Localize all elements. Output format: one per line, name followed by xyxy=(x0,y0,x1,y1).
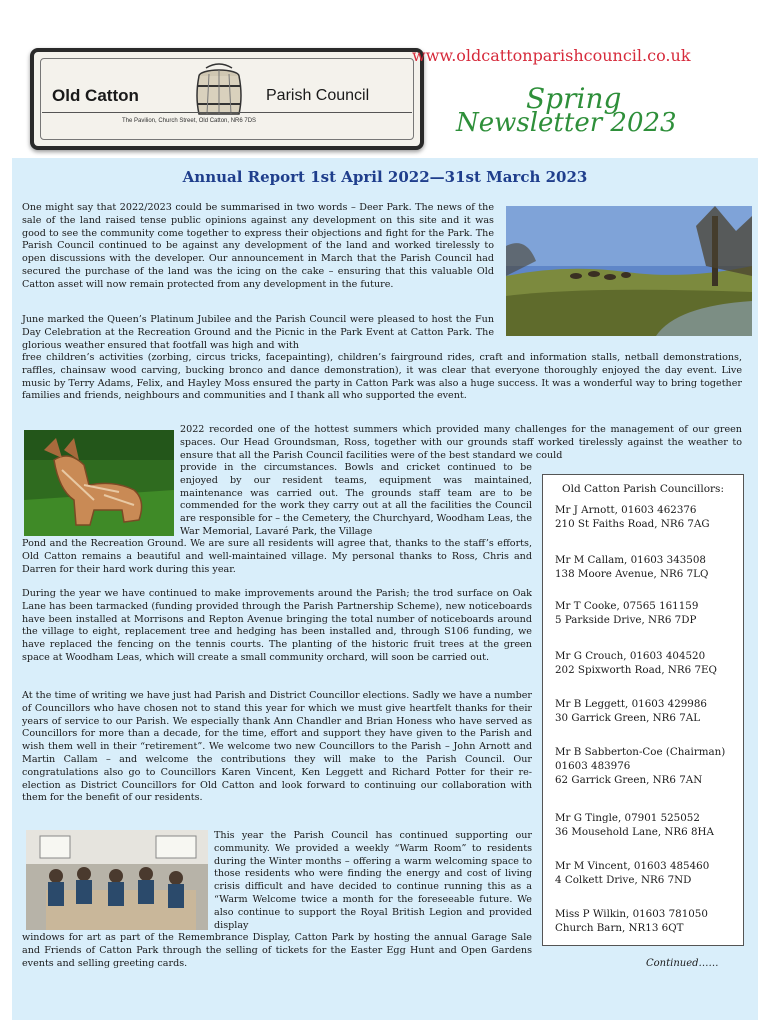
paragraph-deer-park: One might say that 2022/2023 could be summarised in two words – Deer Park. The news of the sale of the land raised tense public opinions against any development on this site and it was good to see the community come together to express their objections and fight for the Park. The Parish Council continued to be against any development of the land and worked tirelessly to open discussions with the developer. Our announcement in March that the Parish Council had secured the purchase of the land was the icing on the cake – ensuring that this valuable Old Catton asset will now remain protected from any development in the future. xyxy=(22,202,494,290)
barrel-emblem-icon xyxy=(186,62,252,122)
parish-council-sign-logo xyxy=(30,48,424,150)
paragraph-jubilee-events: free children’s activities (zorbing, circus tricks, facepainting), children’s fairground rides, craft and information stalls, netball demonstrations, raffles, chainsaw wood carving, bucking bronco and dance demonstration), it was clear that everyone thoroughly enjoyed the day event. Live music by Terry Adams, Felix, and Hayley Moss ensured the party in Catton Park was also a huge success. It was a wonderful way to bring together families and friends, neighbours and communities and I thank all who supported the event. xyxy=(22,352,742,402)
councillors-box xyxy=(542,474,744,946)
season-title: Spring xyxy=(526,82,622,115)
sign-parish-council-text: Parish Council xyxy=(266,87,370,104)
councillor-entry: Mr T Cooke, 07565 161159 5 Parkside Drive, NR6 7DP xyxy=(555,600,699,626)
councillor-entry: Miss P Wilkin, 01603 781050 Church Barn, NR13 6QT xyxy=(555,908,708,934)
councillor-entry: Mr J Arnott, 01603 462376 210 St Faiths Road, NR6 7AG xyxy=(555,504,710,530)
councillor-entry: Mr G Crouch, 01603 404520 202 Spixworth Road, NR6 7EQ xyxy=(555,650,717,676)
councillors-title: Old Catton Parish Councillors: xyxy=(561,483,724,495)
warm-room-photo xyxy=(26,830,208,930)
councillor-entry: Mr B Leggett, 01603 429986 30 Garrick Green, NR6 7AL xyxy=(555,698,707,724)
paragraph-grounds-thanks: Pond and the Recreation Ground. We are sure all residents will agree that, thanks to the staff’s efforts, Old Catton remains a beautiful and well-maintained village. My personal thanks to Ross, Chris and Darren for their hard work during this year. xyxy=(22,538,532,575)
councillor-entry: Mr M Vincent, 01603 485460 4 Colkett Drive, NR6 7ND xyxy=(555,860,710,886)
paragraph-grounds-staff: provide in the circumstances. Bowls and cricket continued to be enjoyed by our resident teams, equipment was maintained, maintenance was carried out. The grounds staff team are to be commended for the work they carry out at all the facilities the Council are responsible for – the Cemetery, the Churchyard, Woodham Leas, the War Memorial, Lavaré Park, the Village xyxy=(180,462,532,537)
paragraph-summer-intro: 2022 recorded one of the hottest summers which provided many challenges for the management of our green spaces. Our Head Groundsman, Ross, together with our grounds staff worked tirelessly against the weather to ensure that all the Parish Council facilities were of the best standard we could xyxy=(180,424,742,461)
continued-label: Continued…… xyxy=(646,958,719,969)
sign-address-text: The Pavilion, Church Street, Old Catton, NR6 7DS xyxy=(122,118,257,124)
councillor-entry: Mr G Tingle, 07901 525052 36 Mousehold Lane, NR6 8HA xyxy=(555,812,714,838)
paragraph-elections: At the time of writing we have just had Parish and District Councillor elections. Sadly we have a number of Councillors who have chosen not to stand this year for which we must give heartfelt thanks for their years of service to our Parish. We especially thank Ann Chandler and Brian Honess who have served as Councillors for more than a decade, for the time, effort and support they have given to the Parish and wish them well in their “retirement”. We welcome two new Councillors to the Parish – John Arnott and Martin Callam – and welcome the contributions they will make to the Parish Council. Our congratulations also go to Councillors Karen Vincent, Ken Leggett and Richard Potter for their re-election as District Councillors for Old Catton and look forward to continuing our collaboration with them for the benefit of our residents. xyxy=(22,690,532,804)
sign-old-catton-text: Old Catton xyxy=(52,86,139,105)
paragraph-remembrance: windows for art as part of the Remembrance Display, Catton Park by hosting the annual Garage Sale and Friends of Catton Park through the selling of tickets for the Easter Egg Hunt and Open Gardens events and selling greeting cards. xyxy=(22,932,532,969)
councillor-entry: Mr B Sabberton-Coe (Chairman) 01603 483976 62 Garrick Green, NR6 7AN xyxy=(555,746,726,786)
paragraph-improvements: During the year we have continued to make improvements around the Parish; the trod surface on Oak Lane has been tarmacked (funding provided through the Parish Partnership Scheme), new noticeboards have been installed at Morrisons and Repton Avenue bringing the total number of noticeboards around the village to eight, replacement tree and hedging has been installed and, through S106 funding, we have replaced the fencing on the tennis courts. The planting of the historic fruit trees at the green space at Woodham Leas, which will create a small community orchard, will soon be carried out. xyxy=(22,588,532,663)
paragraph-jubilee-intro: June marked the Queen’s Platinum Jubilee and the Parish Council were pleased to host the Fun Day Celebration at the Recreation Ground and the Picnic in the Park Event at Catton Park. The glorious weather ensured that footfall was high and with xyxy=(22,314,494,351)
corgi-sculpture-photo xyxy=(24,430,174,536)
page-header xyxy=(0,0,770,160)
councillor-entry: Mr M Callam, 01603 343508 138 Moore Avenue, NR6 7LQ xyxy=(555,554,709,580)
deer-park-photo xyxy=(506,206,752,336)
website-link[interactable]: www.oldcattonparishcouncil.co.uk xyxy=(412,46,691,65)
paragraph-warm-room: This year the Parish Council has continued supporting our community. We provided a weekly “Warm Room” to residents during the Winter months – offering a warm welcoming space to those residents who were finding the energy and cost of living crisis difficult and have decided to continue running this as a “Warm Welcome twice a month for the foreseeable future. We also continue to support the Royal British Legion and provided display xyxy=(214,830,532,931)
newsletter-title: Newsletter 2023 xyxy=(456,108,677,138)
report-title: Annual Report 1st April 2022—31st March 2023 xyxy=(182,168,588,186)
